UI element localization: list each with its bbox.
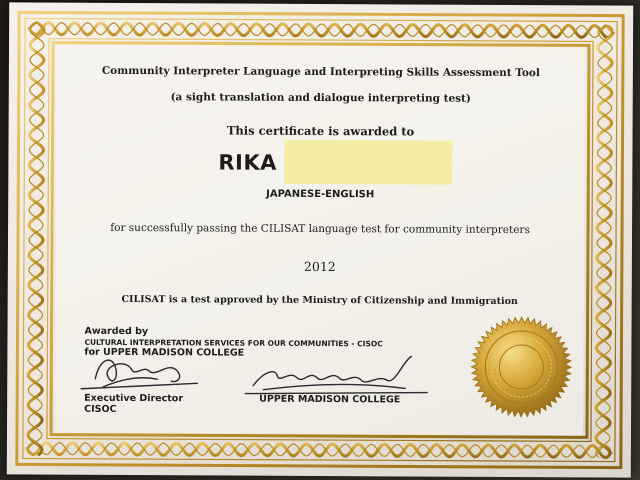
recipient-name: RIKA xyxy=(218,150,277,175)
signature-right xyxy=(245,356,427,395)
achievement-text: for successfully passing the CILISAT language test for community interpreters xyxy=(110,221,530,237)
awarding-partner: for UPPER MADISON COLLEGE xyxy=(84,347,245,359)
language-pair: JAPANESE-ENGLISH xyxy=(266,188,375,201)
program-subtitle: (a sight translation and dialogue interpreting test) xyxy=(170,91,471,105)
approval-text: CILISAT is a test approved by the Ministry of Citizenship and Immigration xyxy=(121,293,518,308)
certificate-paper xyxy=(7,2,633,477)
awarded-by-label: Awarded by xyxy=(84,325,149,338)
signatory-right xyxy=(259,394,400,406)
certificate-year: 2012 xyxy=(303,258,336,275)
signature-left xyxy=(81,360,197,389)
gold-foil-seal-icon xyxy=(469,315,574,420)
signatory-left-title: Executive Director xyxy=(84,392,184,405)
program-title: Community Interpreter Language and Interpreting Skills Assessment Tool xyxy=(101,64,540,80)
signatory-left xyxy=(84,393,183,416)
signatory-left-org: CISOC xyxy=(84,404,117,416)
signatory-right-org: UPPER MADISON COLLEGE xyxy=(259,393,401,406)
awarded-to-text: This certificate is awarded to xyxy=(226,123,415,139)
awarding-org: CULTURAL INTERPRETATION SERVICES FOR OUR COMMUNITIES - CISOC xyxy=(84,337,383,349)
